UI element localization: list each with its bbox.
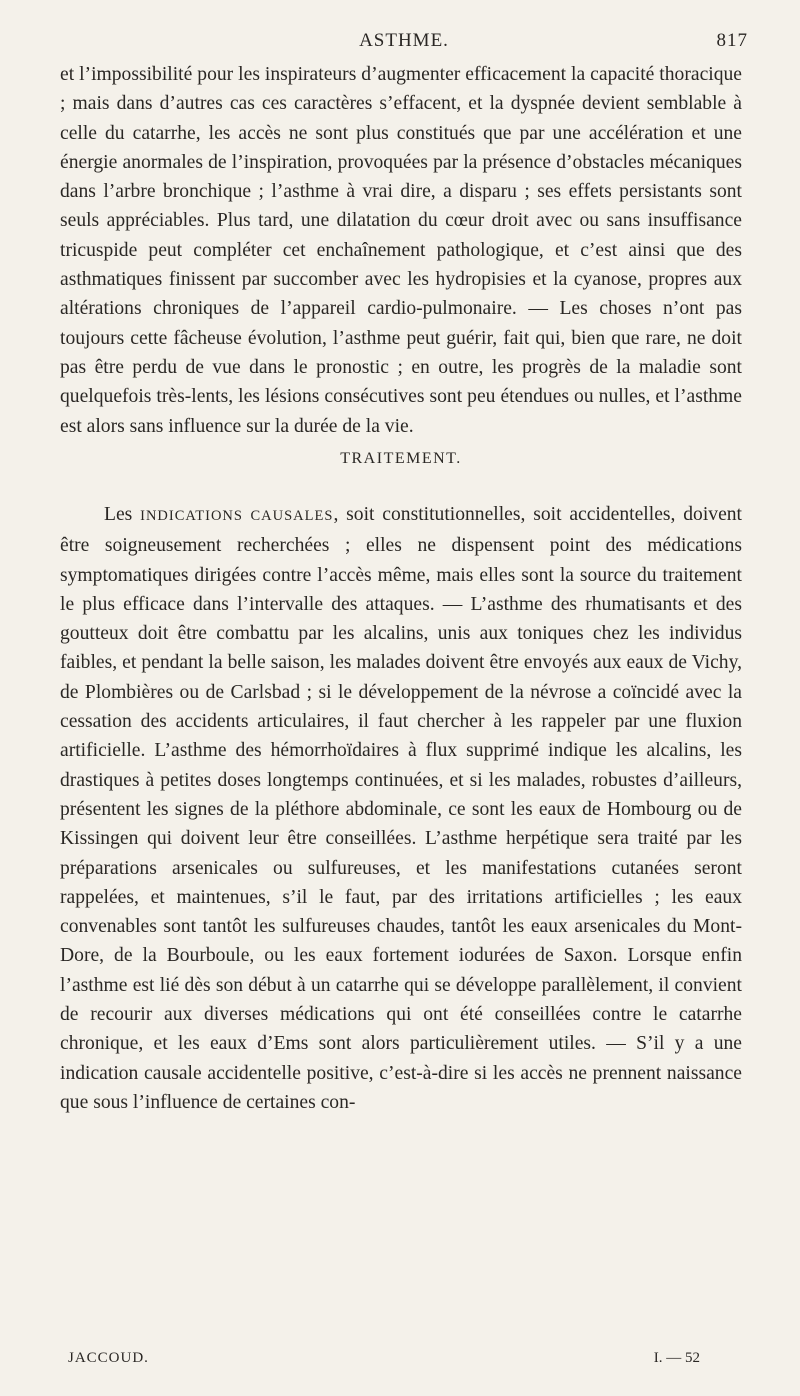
- section-paragraph: [60, 500, 742, 1117]
- small-caps-term: INDICATIONS CAUSALES: [140, 508, 334, 524]
- running-title: ASTHME.: [359, 30, 449, 51]
- sheet-number: I. — 52: [653, 1350, 700, 1366]
- page-footer: [68, 1350, 700, 1374]
- printer-signature: JACCOUD.: [68, 1350, 149, 1366]
- page-number: 817: [716, 30, 748, 51]
- paragraph-text: , soit constitutionnelles, soit accidentelles, doivent être soigneusement recherchées ; elles ne dispensent point des médications symptomatiques dirigées contre l’accès même, mais elles sont la source du traitement le plus efficace dans l’intervalle des attaques. — L’asthme des rhumatisants et des goutteux doit être combattu par les alcalins, unis aux toniques chez les individus faibles, et pendant la belle saison, les malades doivent être envoyés aux eaux de Vichy, de Plombières ou de Carlsbad ; si le développement de la névrose a coïncidé avec la cessation des accidents articulaires, il faut chercher à les rappeler par une fluxion artificielle. L’asthme des hémorrhoïdaires à flux supprimé indique les alcalins, les drastiques à petites doses longtemps continuées, et si les malades, robustes d’ailleurs, présentent les signes de la pléthore abdominale, ce sont les eaux de Hombourg ou de Kissingen qui doivent leur être conseillées. L’asthme herpétique sera traité par les préparations arsenicales ou sulfureuses, et les manifestations cutanées seront rappelées, et maintenues, s’il le faut, par des irritations artificielles ; les eaux convenables sont tantôt les sulfureuses chaudes, tantôt les eaux arsenicales du Mont-Dore, de la Bourboule, ou les eaux fortement iodurées de Saxon. Lorsque enfin l’asthme est lié dès son début à un catarrhe qui se développe parallèlement, il convient de recourir aux diverses médications qui ont été conseillées contre le catarrhe chronique, et les eaux d’Ems sont alors particulièrement utiles. — S’il y a une indication causale accidentelle positive, c’est-à-dire si les accès ne prennent naissance que sous l’influence de certaines con-: [60, 504, 743, 1113]
- section-heading: TRAITEMENT.: [340, 450, 462, 467]
- body-paragraph: et l’impossibilité pour les inspirateurs d’augmenter efficacement la capacité thoracique ; mais dans d’autres cas ces caractères s’effacent, et la dyspnée devient semblable à celle du catarrhe, les accès ne sont plus constitués que par une accélération et une énergie anormales de l’inspiration, provoquées par la présence d’obstacles mécaniques dans l’arbre bronchique ; l’asthme à vrai dire, a disparu ; ses effets persistants sont seuls appréciables. Plus tard, une dilatation du cœur droit avec ou sans insuffisance tricuspide peut compléter cet enchaînement pathologique, et c’est ainsi que des asthmatiques finissent par succomber avec les hydropisies et la cyanose, propres aux altérations chroniques de l’appareil cardio-pulmonaire. — Les choses n’ont pas toujours cette fâcheuse évolution, l’asthme peut guérir, fait qui, bien que rare, ne doit pas être perdu de vue dans le pronostic ; en outre, les progrès de la maladie sont quelquefois très-lents, les lésions consécutives sont peu étendues ou nulles, et l’asthme est alors sans influence sur la durée de la vie.: [60, 64, 742, 437]
- paragraph-lead: Les: [104, 504, 133, 525]
- running-head: [60, 30, 748, 56]
